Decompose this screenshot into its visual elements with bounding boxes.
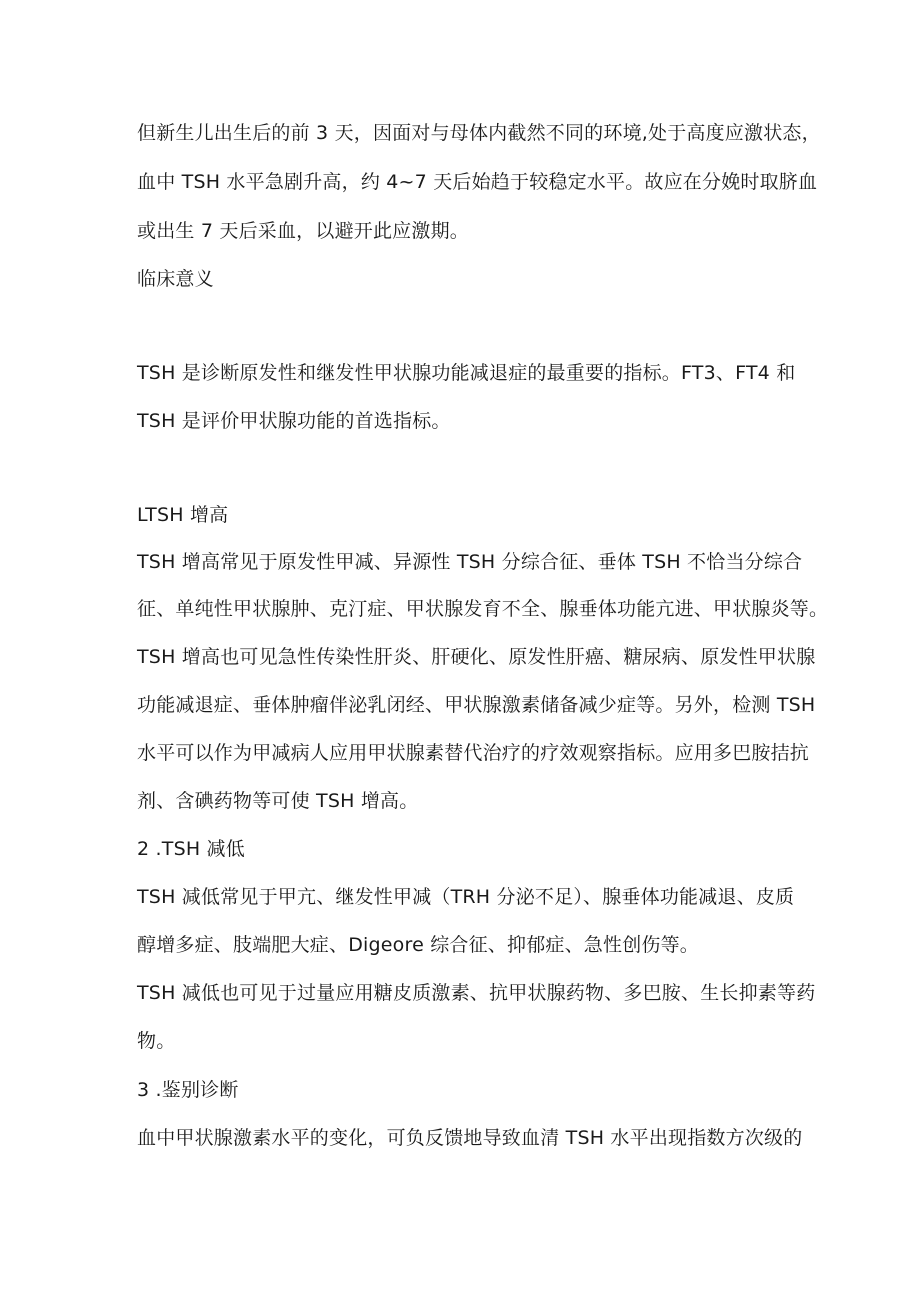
paragraph-line: 征、单纯性甲状腺肿、克汀症、甲状腺发育不全、腺垂体功能亢进、甲状腺炎等。: [137, 598, 829, 620]
subsection-heading: LTSH 增高: [137, 504, 229, 526]
paragraph-line: 血中甲状腺激素水平的变化，可负反馈地导致血清 TSH 水平出现指数方次级的: [137, 1127, 803, 1149]
subsection-heading: 3 .鉴别诊断: [137, 1079, 239, 1101]
paragraph-line: 物。: [137, 1030, 176, 1052]
paragraph-line: 或出生 7 天后采血，以避开此应激期。: [137, 220, 469, 242]
section-heading: 临床意义: [137, 268, 214, 290]
paragraph-line: TSH 是诊断原发性和继发性甲状腺功能减退症的最重要的指标。FT3、FT4 和: [137, 362, 796, 384]
paragraph-line: 功能减退症、垂体肿瘤伴泌乳闭经、甲状腺激素储备减少症等。另外，检测 TSH: [137, 694, 816, 716]
paragraph-line: 剂、含碘药物等可使 TSH 增高。: [137, 790, 419, 812]
paragraph-line: TSH 减低也可见于过量应用糖皮质激素、抗甲状腺药物、多巴胺、生长抑素等药: [137, 982, 816, 1004]
paragraph-line: 醇增多症、肢端肥大症、Digeore 综合征、抑郁症、急性创伤等。: [137, 934, 700, 956]
paragraph-line: TSH 是评价甲状腺功能的首选指标。: [137, 410, 451, 432]
subsection-heading: 2 .TSH 减低: [137, 838, 245, 860]
paragraph-line: 水平可以作为甲减病人应用甲状腺素替代治疗的疗效观察指标。应用多巴胺拮抗: [137, 742, 810, 764]
paragraph-line: 血中 TSH 水平急剧升高，约 4~7 天后始趋于较稳定水平。故应在分娩时取脐血: [137, 171, 818, 193]
paragraph-line: TSH 增高也可见急性传染性肝炎、肝硬化、原发性肝癌、糖尿病、原发性甲状腺: [137, 646, 816, 668]
paragraph-line: TSH 减低常见于甲亢、继发性甲减（TRH 分泌不足）、腺垂体功能减退、皮质: [137, 886, 795, 908]
paragraph-line: 但新生儿出生后的前 3 天，因面对与母体内截然不同的环境,处于高度应激状态，: [137, 122, 821, 144]
paragraph-line: TSH 增高常见于原发性甲减、异源性 TSH 分综合征、垂体 TSH 不恰当分综合: [137, 551, 803, 573]
